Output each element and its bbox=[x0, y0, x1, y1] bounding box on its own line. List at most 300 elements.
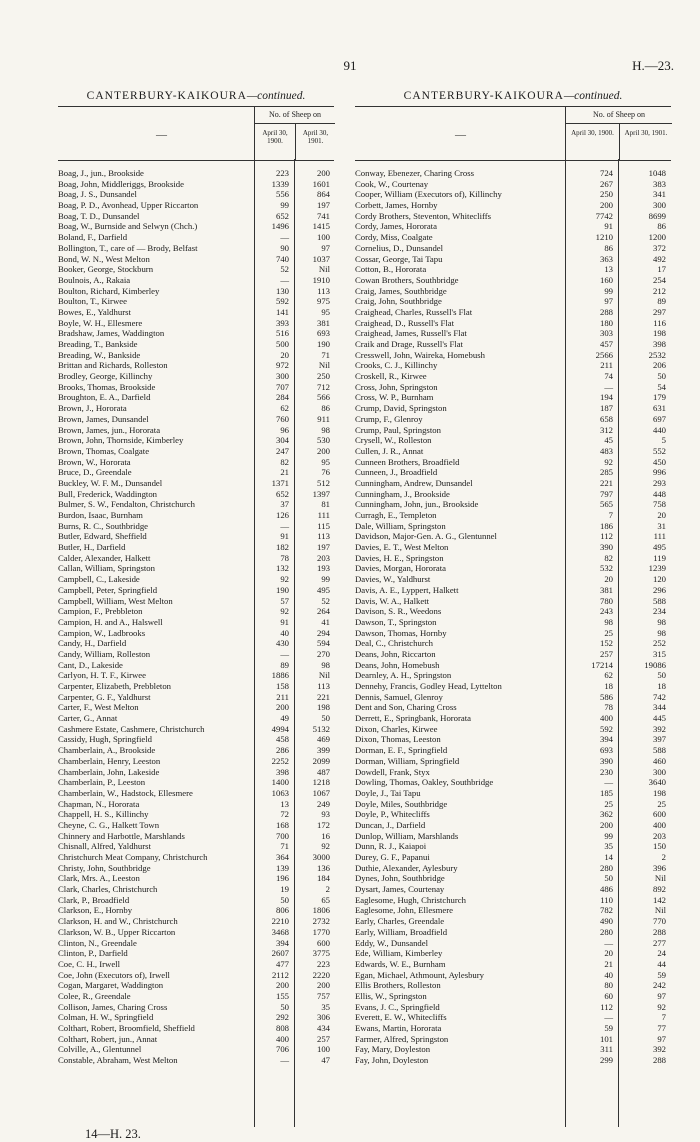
sheep-1900: 362 bbox=[599, 809, 613, 820]
sheep-1900: 280 bbox=[599, 862, 613, 873]
sheep-1901: 47 bbox=[321, 1055, 330, 1066]
owner-name: Early, William, Broadfield bbox=[355, 926, 448, 937]
table-row bbox=[355, 1034, 671, 1045]
sheep-1900: 2566 bbox=[595, 349, 613, 360]
table-row bbox=[58, 168, 334, 179]
sheep-1900: 110 bbox=[600, 894, 613, 905]
owner-name: Butler, H., Darfield bbox=[58, 542, 126, 553]
table-row bbox=[355, 692, 671, 703]
sheep-1900: 187 bbox=[599, 403, 613, 414]
sheep-1901: 975 bbox=[316, 296, 330, 307]
sheep-1900: 706 bbox=[275, 1044, 289, 1055]
section-title-continued: —continued. bbox=[246, 90, 306, 102]
owner-name: Cornelius, D., Dunsandel bbox=[355, 242, 444, 253]
owner-name: Cassidy, Hugh, Springfield bbox=[58, 734, 153, 745]
sheep-1901: 120 bbox=[652, 574, 666, 585]
owner-name: Brown, James, Dunsandel bbox=[58, 413, 149, 424]
sheep-1901: 97 bbox=[657, 1033, 666, 1044]
owner-name: Campbell, Peter, Springfield bbox=[58, 584, 158, 595]
owner-name: Everett, E. W., Whitecliffs bbox=[355, 1012, 447, 1023]
table-row bbox=[355, 531, 671, 542]
owner-name: Dowling, Thomas, Oakley, Southbridge bbox=[355, 777, 494, 788]
sheep-1900: 200 bbox=[275, 702, 289, 713]
owner-name: Derrett, E., Springbank, Hororata bbox=[355, 713, 472, 724]
owner-name: Ede, William, Kimberley bbox=[355, 948, 443, 959]
sheep-1900: 393 bbox=[275, 317, 289, 328]
table-row bbox=[355, 1023, 671, 1034]
section-title-continued: —continued. bbox=[563, 90, 623, 102]
column-rule bbox=[618, 159, 619, 1127]
sheep-1901: 487 bbox=[316, 766, 330, 777]
sheep-1900: 304 bbox=[275, 435, 289, 446]
table-row bbox=[355, 457, 671, 468]
sheep-1900: 972 bbox=[275, 360, 289, 371]
sheep-1901: 3775 bbox=[312, 948, 330, 959]
table-row bbox=[355, 1002, 671, 1013]
owner-name: Craighead, Charles, Russell's Flat bbox=[355, 306, 473, 317]
page-number: 91 bbox=[343, 58, 357, 73]
sheep-1901: Nil bbox=[318, 360, 330, 371]
table-row bbox=[355, 852, 671, 863]
table-row bbox=[355, 938, 671, 949]
table-row bbox=[355, 328, 671, 339]
sheep-1900: 92 bbox=[280, 606, 289, 617]
name-column-header: — bbox=[156, 129, 167, 141]
sheep-1901: 1806 bbox=[312, 905, 330, 916]
table-row bbox=[58, 360, 334, 371]
owner-name: Bollington, T., care of — Brody, Belfast bbox=[58, 242, 198, 253]
sheep-1901: 249 bbox=[316, 798, 330, 809]
owner-name: Craig, James, Southbridge bbox=[355, 285, 447, 296]
owner-name: Boyle, W. H., Ellesmere bbox=[58, 317, 143, 328]
owner-name: Chamberlain, P., Leeston bbox=[58, 777, 146, 788]
sheep-1900: 2607 bbox=[271, 948, 289, 959]
owner-name: Dennis, Samuel, Glenroy bbox=[355, 691, 443, 702]
right-column bbox=[355, 90, 671, 1066]
section-title bbox=[355, 90, 671, 106]
sheep-1900: 72 bbox=[280, 809, 289, 820]
sheep-1901: 770 bbox=[652, 916, 666, 927]
owner-name: Crump, David, Springston bbox=[355, 403, 447, 414]
table-row bbox=[355, 660, 671, 671]
table-row bbox=[58, 948, 334, 959]
sheep-1900: 92 bbox=[604, 456, 613, 467]
owner-name: Booker, George, Stockburn bbox=[58, 264, 154, 275]
sheep-1901: 111 bbox=[653, 531, 666, 542]
table-row bbox=[355, 446, 671, 457]
table-row bbox=[355, 360, 671, 371]
sheep-1900: 96 bbox=[280, 424, 289, 435]
sheep-1901: 1200 bbox=[648, 232, 666, 243]
sheep-1900: — bbox=[280, 648, 289, 659]
sheep-1900: 477 bbox=[275, 958, 289, 969]
sheep-1900: 303 bbox=[599, 328, 613, 339]
table-row bbox=[355, 435, 671, 446]
sheep-1901: 631 bbox=[652, 403, 666, 414]
owner-name: Doyle, Miles, Southbridge bbox=[355, 798, 448, 809]
sheep-count-header bbox=[254, 107, 335, 160]
table-row bbox=[355, 596, 671, 607]
sheep-1901: 758 bbox=[652, 499, 666, 510]
owner-name: Candy, William, Rolleston bbox=[58, 648, 151, 659]
table-row bbox=[58, 574, 334, 585]
sheep-1900: — bbox=[280, 520, 289, 531]
sheep-1901: 492 bbox=[652, 253, 666, 264]
table-row bbox=[355, 542, 671, 553]
owner-name: Cordy, Miss, Coalgate bbox=[355, 232, 433, 243]
sheep-1901: 277 bbox=[652, 937, 666, 948]
sheep-1900: 52 bbox=[280, 264, 289, 275]
owner-name: Calder, Alexander, Halkett bbox=[58, 552, 151, 563]
owner-name: Brown, John, Thornside, Kimberley bbox=[58, 435, 184, 446]
sheep-1900: 483 bbox=[599, 445, 613, 456]
table-row bbox=[355, 702, 671, 713]
table-row bbox=[355, 873, 671, 884]
sheep-1900: 200 bbox=[599, 819, 613, 830]
year-1900-header: April 30, 1900. bbox=[571, 129, 614, 137]
sheep-1901: 190 bbox=[316, 339, 330, 349]
table-row bbox=[355, 831, 671, 842]
sheep-1900: 390 bbox=[599, 542, 613, 553]
table-row bbox=[58, 916, 334, 927]
sheep-1901: 76 bbox=[321, 467, 330, 478]
sheep-1900: — bbox=[604, 777, 613, 788]
table-row bbox=[355, 916, 671, 927]
sheep-1901: 1239 bbox=[648, 563, 666, 574]
sheep-1901: 197 bbox=[316, 200, 330, 211]
sheep-1900: 2252 bbox=[271, 755, 289, 766]
sheep-1900: 59 bbox=[604, 1023, 613, 1033]
table-row bbox=[355, 254, 671, 265]
sheep-1901: 206 bbox=[652, 360, 666, 371]
sheep-1900: 592 bbox=[275, 296, 289, 307]
owner-name: Cooper, William (Executors of), Killinchy bbox=[355, 189, 502, 200]
sheep-1901: 566 bbox=[316, 392, 330, 403]
column-rule bbox=[294, 159, 295, 1127]
sheep-1900: 3468 bbox=[271, 926, 289, 937]
table-row bbox=[58, 521, 334, 532]
sheep-1901: 2099 bbox=[312, 755, 330, 766]
owner-name: Farmer, Alfred, Springston bbox=[355, 1033, 449, 1044]
owner-name: Durey, G. F., Papanui bbox=[355, 852, 430, 862]
sheep-1901: 98 bbox=[321, 659, 330, 670]
section-title-text: CANTERBURY-KAIKOURA bbox=[86, 90, 247, 102]
owner-name: Dearnley, A. H., Springston bbox=[355, 670, 452, 681]
table-row bbox=[355, 841, 671, 852]
sheep-1901: Nil bbox=[318, 670, 330, 681]
owner-name: Callan, William, Springston bbox=[58, 563, 155, 574]
table-row bbox=[58, 820, 334, 831]
sheep-1900: 1063 bbox=[271, 787, 289, 798]
sheep-1900: 1886 bbox=[271, 670, 289, 681]
sheep-1900: 1210 bbox=[595, 232, 613, 243]
sheep-1900: 50 bbox=[604, 873, 613, 884]
table-row bbox=[355, 243, 671, 254]
table-row bbox=[355, 681, 671, 692]
sheep-1901: 172 bbox=[316, 819, 330, 830]
owner-name: Cresswell, John, Waireka, Homebush bbox=[355, 349, 485, 360]
table-row bbox=[355, 649, 671, 660]
sheep-1901: 198 bbox=[652, 328, 666, 339]
sheep-1900: 806 bbox=[275, 905, 289, 916]
sheep-1901: 2732 bbox=[312, 916, 330, 927]
table-row bbox=[58, 970, 334, 981]
owner-name: Davidson, Major-Gen. A. G., Glentunnel bbox=[355, 531, 497, 542]
owner-name: Bowes, E., Yaldhurst bbox=[58, 306, 131, 317]
sheep-1901: 197 bbox=[316, 542, 330, 553]
sheep-1900: 500 bbox=[275, 339, 289, 349]
owner-name: Chamberlain, Henry, Leeston bbox=[58, 755, 161, 766]
sheep-1900: 91 bbox=[280, 531, 289, 542]
table-row bbox=[355, 670, 671, 681]
owner-name: Cheyne, C. G., Halkett Town bbox=[58, 819, 160, 830]
owner-name: Duncan, J., Darfield bbox=[355, 819, 426, 830]
owner-name: Dorman, William, Springfield bbox=[355, 755, 460, 766]
sheep-1900: 7 bbox=[608, 510, 613, 520]
sheep-1901: 5132 bbox=[312, 723, 330, 734]
table-row bbox=[58, 638, 334, 649]
table-row bbox=[355, 895, 671, 906]
owner-name: Coe, C. H., Irwell bbox=[58, 958, 121, 969]
sheep-1901: 264 bbox=[316, 606, 330, 617]
sheep-1900: 284 bbox=[275, 392, 289, 403]
sheep-1901: 996 bbox=[652, 467, 666, 478]
sheep-1900: 458 bbox=[275, 734, 289, 745]
table-row bbox=[355, 820, 671, 831]
sheep-1900: 21 bbox=[280, 467, 289, 478]
table-row bbox=[58, 542, 334, 553]
table-row bbox=[58, 991, 334, 1002]
sheep-1901: 5 bbox=[661, 435, 666, 446]
owner-name: Brown, W., Hororata bbox=[58, 456, 131, 467]
table-row bbox=[355, 221, 671, 232]
owner-name: Dawson, Thomas, Hornby bbox=[355, 627, 447, 638]
sheep-1900: 98 bbox=[604, 616, 613, 627]
owner-name: Davis, A. E., Lyppert, Halkett bbox=[355, 584, 459, 595]
sheep-1900: 130 bbox=[275, 285, 289, 296]
sheep-1901: 440 bbox=[652, 424, 666, 435]
sheep-1901: 198 bbox=[316, 702, 330, 713]
table-row bbox=[355, 585, 671, 596]
sheep-1901: 2 bbox=[325, 884, 330, 895]
sheep-1900: 707 bbox=[275, 381, 289, 392]
owner-name: Boag, John, Middleriggs, Brookside bbox=[58, 178, 184, 189]
sheep-1901: 3000 bbox=[312, 852, 330, 862]
sheep-1901: 98 bbox=[657, 627, 666, 638]
sheep-1900: 196 bbox=[275, 873, 289, 884]
sheep-1900: 257 bbox=[599, 648, 613, 659]
owner-name: Cowan Brothers, Southbridge bbox=[355, 274, 459, 285]
sheep-1900: 168 bbox=[275, 819, 289, 830]
owner-name: Boland, F., Darfield bbox=[58, 232, 128, 243]
owner-name: Clinton, N., Greendale bbox=[58, 937, 137, 948]
sheep-1900: 132 bbox=[275, 563, 289, 574]
sheep-1900: 86 bbox=[604, 242, 613, 253]
table-row bbox=[355, 467, 671, 478]
table-row bbox=[58, 660, 334, 671]
sheep-1900: 200 bbox=[599, 200, 613, 211]
sheep-1901: 296 bbox=[652, 584, 666, 595]
sheep-1900: 92 bbox=[280, 574, 289, 585]
sheep-1900: 71 bbox=[280, 841, 289, 852]
table-row bbox=[355, 414, 671, 425]
sheep-1900: 299 bbox=[599, 1055, 613, 1066]
sheep-1901: 306 bbox=[316, 1012, 330, 1023]
sheep-1900: — bbox=[604, 381, 613, 392]
sheep-1901: 398 bbox=[652, 339, 666, 349]
sheep-1900: 797 bbox=[599, 488, 613, 499]
owner-name: Cordy Brothers, Steventon, Whitecliffs bbox=[355, 210, 492, 221]
sheep-1901: 203 bbox=[652, 830, 666, 841]
owner-name: Ellis Brothers, Rolleston bbox=[355, 980, 441, 991]
sheep-1900: 398 bbox=[275, 766, 289, 777]
sheep-1901: Nil bbox=[318, 264, 330, 275]
sheep-1900: 19 bbox=[280, 884, 289, 895]
owner-name: Clark, Charles, Christchurch bbox=[58, 884, 158, 895]
sheep-1901: 8699 bbox=[648, 210, 666, 221]
table-row bbox=[58, 189, 334, 200]
sheep-count-header bbox=[565, 107, 672, 160]
sheep-1901: 234 bbox=[652, 606, 666, 617]
sheep-1901: 100 bbox=[316, 232, 330, 243]
sheep-count-group-label: No. of Sheep on bbox=[566, 107, 672, 124]
sheep-1901: 400 bbox=[652, 819, 666, 830]
owner-name: Bruce, D., Greendale bbox=[58, 467, 132, 478]
sheep-1900: 486 bbox=[599, 884, 613, 895]
sheep-1901: 2220 bbox=[312, 969, 330, 980]
table-row bbox=[355, 318, 671, 329]
table-row bbox=[58, 873, 334, 884]
owner-name: Carter, F., West Melton bbox=[58, 702, 139, 713]
table-row bbox=[58, 895, 334, 906]
sheep-1900: 286 bbox=[275, 745, 289, 756]
sheep-1900: 190 bbox=[275, 584, 289, 595]
sheep-1901: Nil bbox=[654, 873, 666, 884]
sheep-1900: 126 bbox=[275, 510, 289, 520]
sheep-1900: 243 bbox=[599, 606, 613, 617]
sheep-1901: 300 bbox=[652, 200, 666, 211]
owner-name: Egan, Michael, Athmount, Aylesbury bbox=[355, 969, 485, 980]
table-row bbox=[355, 959, 671, 970]
owner-name: Davies, E. T., West Melton bbox=[355, 542, 449, 553]
sheep-1901: 65 bbox=[321, 894, 330, 905]
sheep-1901: 77 bbox=[657, 1023, 666, 1033]
owner-name: Coe, John (Executors of), Irwell bbox=[58, 969, 170, 980]
owner-name: Cant, D., Lakeside bbox=[58, 659, 123, 670]
sheep-1900: 394 bbox=[275, 937, 289, 948]
sheep-1900: 155 bbox=[275, 990, 289, 1001]
owner-name: Brodley, George, Killinchy bbox=[58, 371, 153, 382]
owner-name: Craighead, James, Russell's Flat bbox=[355, 328, 467, 339]
sheep-1900: 516 bbox=[275, 328, 289, 339]
sheep-1901: 254 bbox=[652, 274, 666, 285]
sheep-1900: 49 bbox=[280, 713, 289, 724]
sheep-1901: 252 bbox=[652, 638, 666, 649]
sheep-1900: 4994 bbox=[271, 723, 289, 734]
owner-name: Brown, J., Hororata bbox=[58, 403, 127, 414]
sheep-1901: 399 bbox=[316, 745, 330, 756]
table-row bbox=[58, 628, 334, 639]
sheep-1900: 556 bbox=[275, 189, 289, 200]
table-row bbox=[58, 745, 334, 756]
table-row bbox=[58, 403, 334, 414]
sheep-1900: 364 bbox=[275, 852, 289, 862]
owner-name: Dent and Son, Charing Cross bbox=[355, 702, 457, 713]
table-row bbox=[355, 606, 671, 617]
sheep-1900: 586 bbox=[599, 691, 613, 702]
sheep-1901: 59 bbox=[657, 969, 666, 980]
sheep-1901: 17 bbox=[657, 264, 666, 275]
table-row bbox=[355, 425, 671, 436]
sheep-1900: 267 bbox=[599, 178, 613, 189]
sheep-1900: 280 bbox=[599, 926, 613, 937]
owner-name: Boulnois, A., Rakaia bbox=[58, 274, 131, 285]
owner-name: Colthart, Robert, Broomfield, Sheffield bbox=[58, 1023, 195, 1033]
table-row bbox=[58, 692, 334, 703]
table-body bbox=[58, 161, 334, 1066]
table-row bbox=[58, 221, 334, 232]
owner-name: Chamberlain, W., Hadstock, Ellesmere bbox=[58, 787, 193, 798]
owner-name: Craighead, D., Russell's Flat bbox=[355, 317, 455, 328]
sheep-1900: 45 bbox=[604, 435, 613, 446]
sheep-1900: 1371 bbox=[271, 477, 289, 488]
sheep-1901: 184 bbox=[316, 873, 330, 884]
table-row bbox=[58, 563, 334, 574]
sheep-1901: 150 bbox=[652, 841, 666, 852]
table-row bbox=[355, 1055, 671, 1066]
owner-name: Davies, Morgan, Hororata bbox=[355, 563, 447, 574]
table-row bbox=[58, 841, 334, 852]
owner-name: Dynes, John, Southbridge bbox=[355, 873, 445, 884]
table-row bbox=[355, 745, 671, 756]
owner-name: Chappell, H. S., Killinchy bbox=[58, 809, 149, 820]
sheep-1901: 41 bbox=[321, 616, 330, 627]
column-rule bbox=[565, 159, 566, 1127]
table-row bbox=[58, 756, 334, 767]
table-row bbox=[58, 467, 334, 478]
table-row bbox=[355, 392, 671, 403]
table-row bbox=[58, 414, 334, 425]
table-row bbox=[355, 211, 671, 222]
table-row bbox=[58, 243, 334, 254]
sheep-1900: 363 bbox=[599, 253, 613, 264]
table-row bbox=[58, 1055, 334, 1066]
owner-name: Cunningham, John, jun., Brookside bbox=[355, 499, 479, 510]
owner-name: Carpenter, G. F., Yaldhurst bbox=[58, 691, 151, 702]
sheep-1900: 211 bbox=[276, 691, 289, 702]
sheep-1901: 294 bbox=[316, 627, 330, 638]
table-row bbox=[58, 478, 334, 489]
sheep-1900: 99 bbox=[604, 285, 613, 296]
sheep-1901: 512 bbox=[316, 477, 330, 488]
sheep-1901: 448 bbox=[652, 488, 666, 499]
owner-name: Cossar, George, Tai Tapu bbox=[355, 253, 443, 264]
year-1900-header: April 30, 1900. bbox=[262, 129, 288, 145]
sheep-1900: 99 bbox=[280, 200, 289, 211]
owner-name: Campbell, C., Lakeside bbox=[58, 574, 140, 585]
sheep-1900: 89 bbox=[280, 659, 289, 670]
table-row bbox=[58, 307, 334, 318]
table-row bbox=[58, 585, 334, 596]
table-row bbox=[58, 606, 334, 617]
sheep-1901: 113 bbox=[317, 285, 330, 296]
sheep-1901: 35 bbox=[321, 1001, 330, 1012]
sheep-1901: 89 bbox=[657, 296, 666, 307]
sheep-1900: 780 bbox=[599, 595, 613, 606]
owner-name: Crump, Paul, Springston bbox=[355, 424, 441, 435]
table-row bbox=[58, 382, 334, 393]
table-row bbox=[58, 254, 334, 265]
